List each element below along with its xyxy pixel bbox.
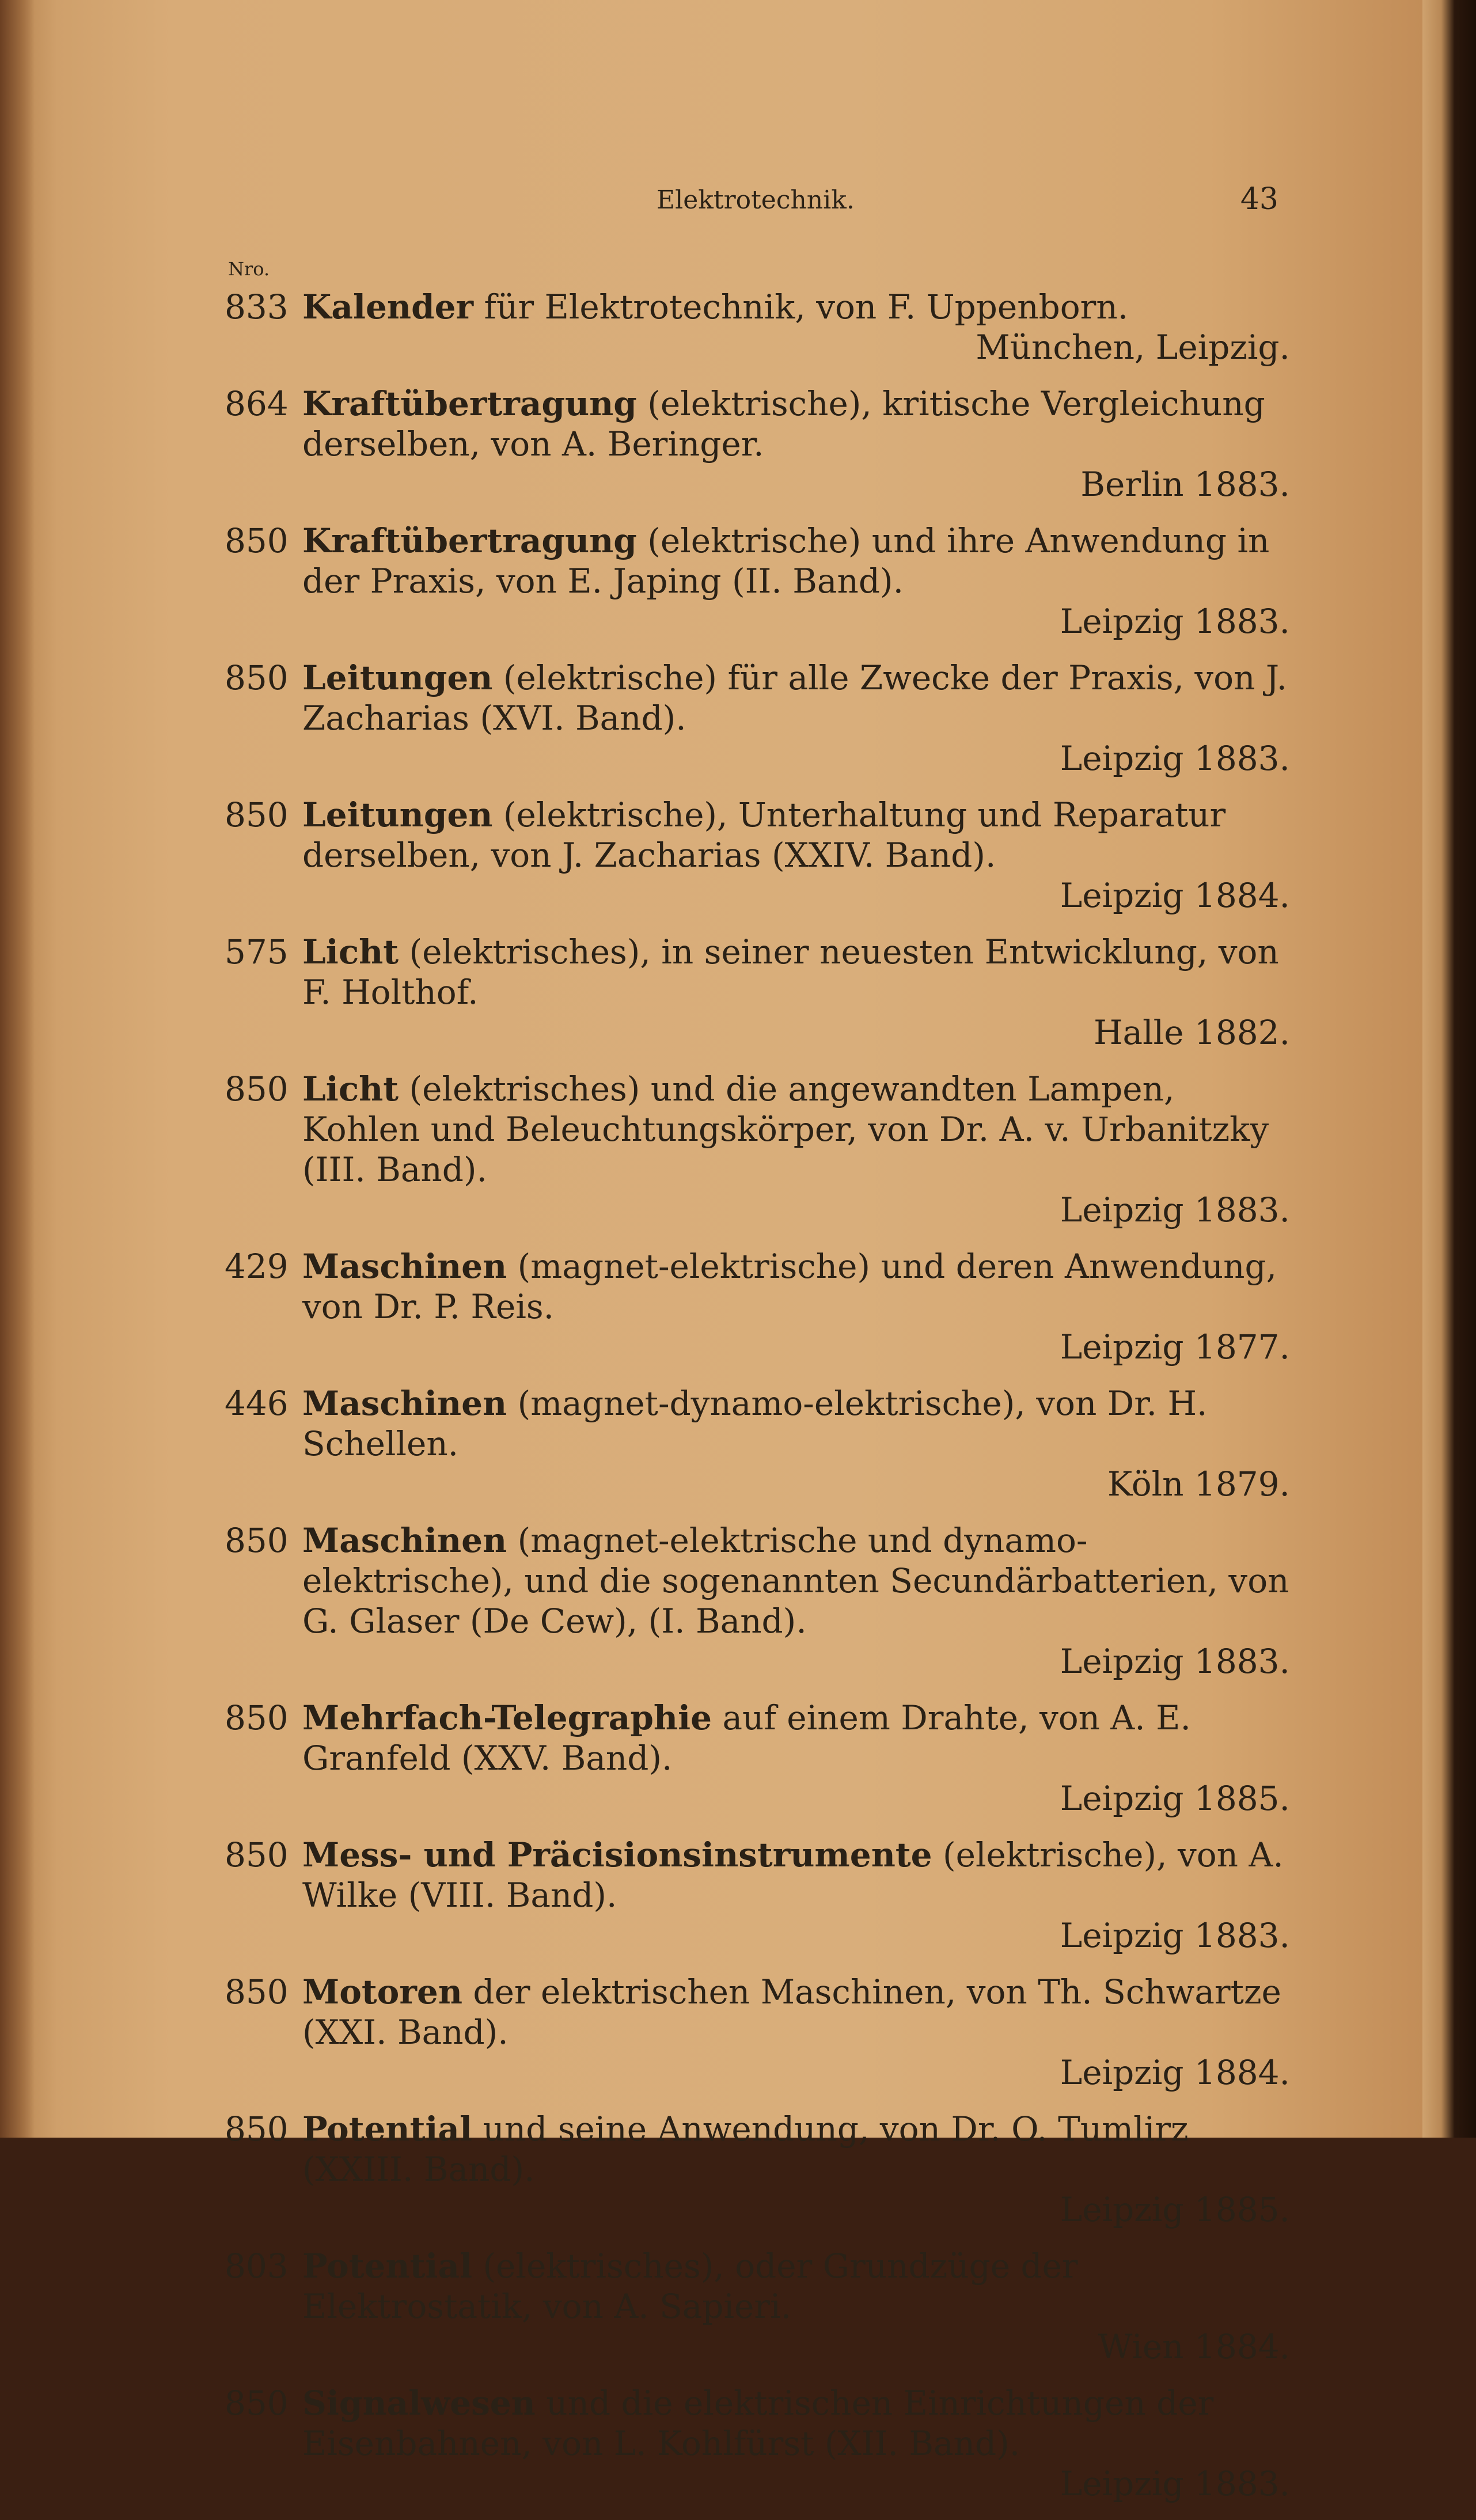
entry-number: 850 [225, 658, 289, 697]
entry-publication: Leipzig 1883. [1060, 1642, 1290, 1681]
catalog-entry [225, 2246, 1290, 2367]
entry-description: (elektrische) und ihre Anwendung in der Praxis, von E. Japing (II. Band). [302, 521, 1270, 601]
section-title: Elektrotechnik. [657, 185, 855, 215]
catalog-entry [225, 2383, 1290, 2504]
entry-publication: Leipzig 1877. [1060, 1327, 1290, 1367]
catalog-entry [225, 795, 1290, 916]
entry-description: (elektrische), kritische Vergleichung derselben, von A. Beringer. [302, 384, 1265, 464]
entry-publication: Leipzig 1883. [1060, 602, 1290, 641]
entry-description: (magnet-dynamo-elektrische), von Dr. H. Schellen. [302, 1384, 1208, 1463]
entry-publication: Leipzig 1884. [1060, 2053, 1290, 2092]
catalog-entries [225, 287, 1290, 2520]
catalog-entry [225, 1383, 1290, 1504]
entry-keyword: Signalwesen [302, 2384, 536, 2423]
entry-keyword: Mess- und Präcisionsinstrumente [302, 1835, 932, 1874]
entry-number: 833 [225, 287, 289, 327]
entry-number: 850 [225, 1069, 289, 1109]
catalog-entry [225, 1972, 1290, 2093]
catalog-entry [225, 384, 1290, 504]
entry-publication: Halle 1882. [1093, 1013, 1290, 1052]
entry-keyword: Motoren [302, 1972, 462, 2012]
entry-number: 850 [225, 1835, 289, 1874]
entry-description: der elektrischen Maschinen, von Th. Schwartze (XXI. Band). [302, 1972, 1281, 2052]
catalog-entry [225, 658, 1290, 779]
entry-description: (elektrische), Unterhaltung und Reparatur derselben, von J. Zacharias (XXIV. Band). [302, 795, 1226, 875]
page-edge [1422, 0, 1476, 2138]
catalog-entry [225, 1069, 1290, 1230]
entry-publication: Wien 1884. [1098, 2327, 1290, 2366]
page-number: 43 [1240, 182, 1278, 217]
catalog-entry [225, 287, 1290, 367]
catalog-entry [225, 1246, 1290, 1367]
entry-keyword: Kraftübertragung [302, 521, 637, 560]
entry-number: 850 [225, 2109, 289, 2149]
entry-description: und seine Anwendung, von Dr. O. Tumlirz (XXIII. Band). [302, 2109, 1189, 2189]
book-spine-shadow [0, 0, 35, 2138]
entry-publication: Leipzig 1883. [1060, 1916, 1290, 1955]
entry-number: 429 [225, 1247, 289, 1286]
entry-publication: Leipzig 1884. [1060, 876, 1290, 915]
entry-description: (elektrisches), in seiner neuesten Entwicklung, von F. Holthof. [302, 932, 1279, 1012]
entry-number: 850 [225, 2384, 289, 2423]
running-header [645, 182, 1278, 220]
entry-publication: Köln 1879. [1107, 1464, 1290, 1504]
entry-number: 850 [225, 1972, 289, 2012]
entry-number: 575 [225, 932, 289, 971]
entry-keyword: Maschinen [302, 1247, 507, 1286]
catalog-entry [225, 1520, 1290, 1682]
entry-keyword: Leitungen [302, 795, 493, 834]
entry-description: (elektrische) für alle Zwecke der Praxis, von J. Zacharias (XVI. Band). [302, 658, 1288, 738]
entry-description: und die elektrischen Einrichtungen der Eisenbahnen, von L. Kohlfürst (XII. Band). [302, 2384, 1214, 2463]
entry-publication: Leipzig 1883. [1060, 2464, 1290, 2503]
entry-keyword: Kraftübertragung [302, 384, 637, 423]
entry-number: 850 [225, 795, 289, 834]
entry-keyword: Potential [302, 2109, 473, 2149]
entry-description: (magnet-elektrische) und deren Anwendung, von Dr. P. Reis. [302, 1247, 1277, 1326]
entry-keyword: Licht [302, 1069, 399, 1109]
entry-number: 446 [225, 1384, 289, 1423]
entry-publication: Leipzig 1883. [1060, 739, 1290, 778]
entry-number: 803 [225, 2246, 289, 2286]
entry-description: (magnet-elektrische und dynamo-elektrische), und die sogenannten Secundärbatterien, von G. Glaser (De Cew), (I. Band). [302, 1521, 1289, 1641]
entry-number: 850 [225, 1521, 289, 1560]
entry-number: 850 [225, 1698, 289, 1737]
entry-keyword: Kalender [302, 287, 474, 327]
catalog-entry [225, 1698, 1290, 1819]
entry-publication: Berlin 1883. [1080, 465, 1290, 504]
entry-description: (elektrisches), oder Grundzüge der Elektrostatik, von A. Sapieri. [302, 2246, 1078, 2326]
entry-publication: München, Leipzig. [976, 328, 1290, 367]
catalog-entry [225, 1835, 1290, 1956]
entry-description: (elektrisches) und die angewandten Lampen, Kohlen und Beleuchtungskörper, von Dr. A. v. Urbanitzky (III. Band). [302, 1069, 1269, 1189]
entry-number: 850 [225, 521, 289, 560]
catalog-entry [225, 932, 1290, 1053]
entry-publication: Leipzig 1885. [1060, 2190, 1290, 2229]
entry-description: (elektrische), von A. Wilke (VIII. Band). [302, 1835, 1284, 1915]
entry-keyword: Maschinen [302, 1521, 507, 1560]
catalog-entry [225, 2109, 1290, 2230]
entry-number: 864 [225, 384, 289, 423]
catalog-entry [225, 521, 1290, 642]
entry-publication: Leipzig 1883. [1060, 1190, 1290, 1229]
nro-label: Nro. [228, 258, 270, 280]
entry-keyword: Licht [302, 932, 399, 971]
entry-publication: Leipzig 1885. [1060, 1779, 1290, 1818]
entry-description: auf einem Drahte, von A. E. Granfeld (XXV. Band). [302, 1698, 1191, 1778]
entry-keyword: Mehrfach-Telegraphie [302, 1698, 712, 1737]
entry-keyword: Leitungen [302, 658, 493, 697]
entry-keyword: Potential [302, 2246, 473, 2286]
entry-description: für Elektrotechnik, von F. Uppenborn. [473, 287, 1129, 327]
entry-keyword: Maschinen [302, 1384, 507, 1423]
